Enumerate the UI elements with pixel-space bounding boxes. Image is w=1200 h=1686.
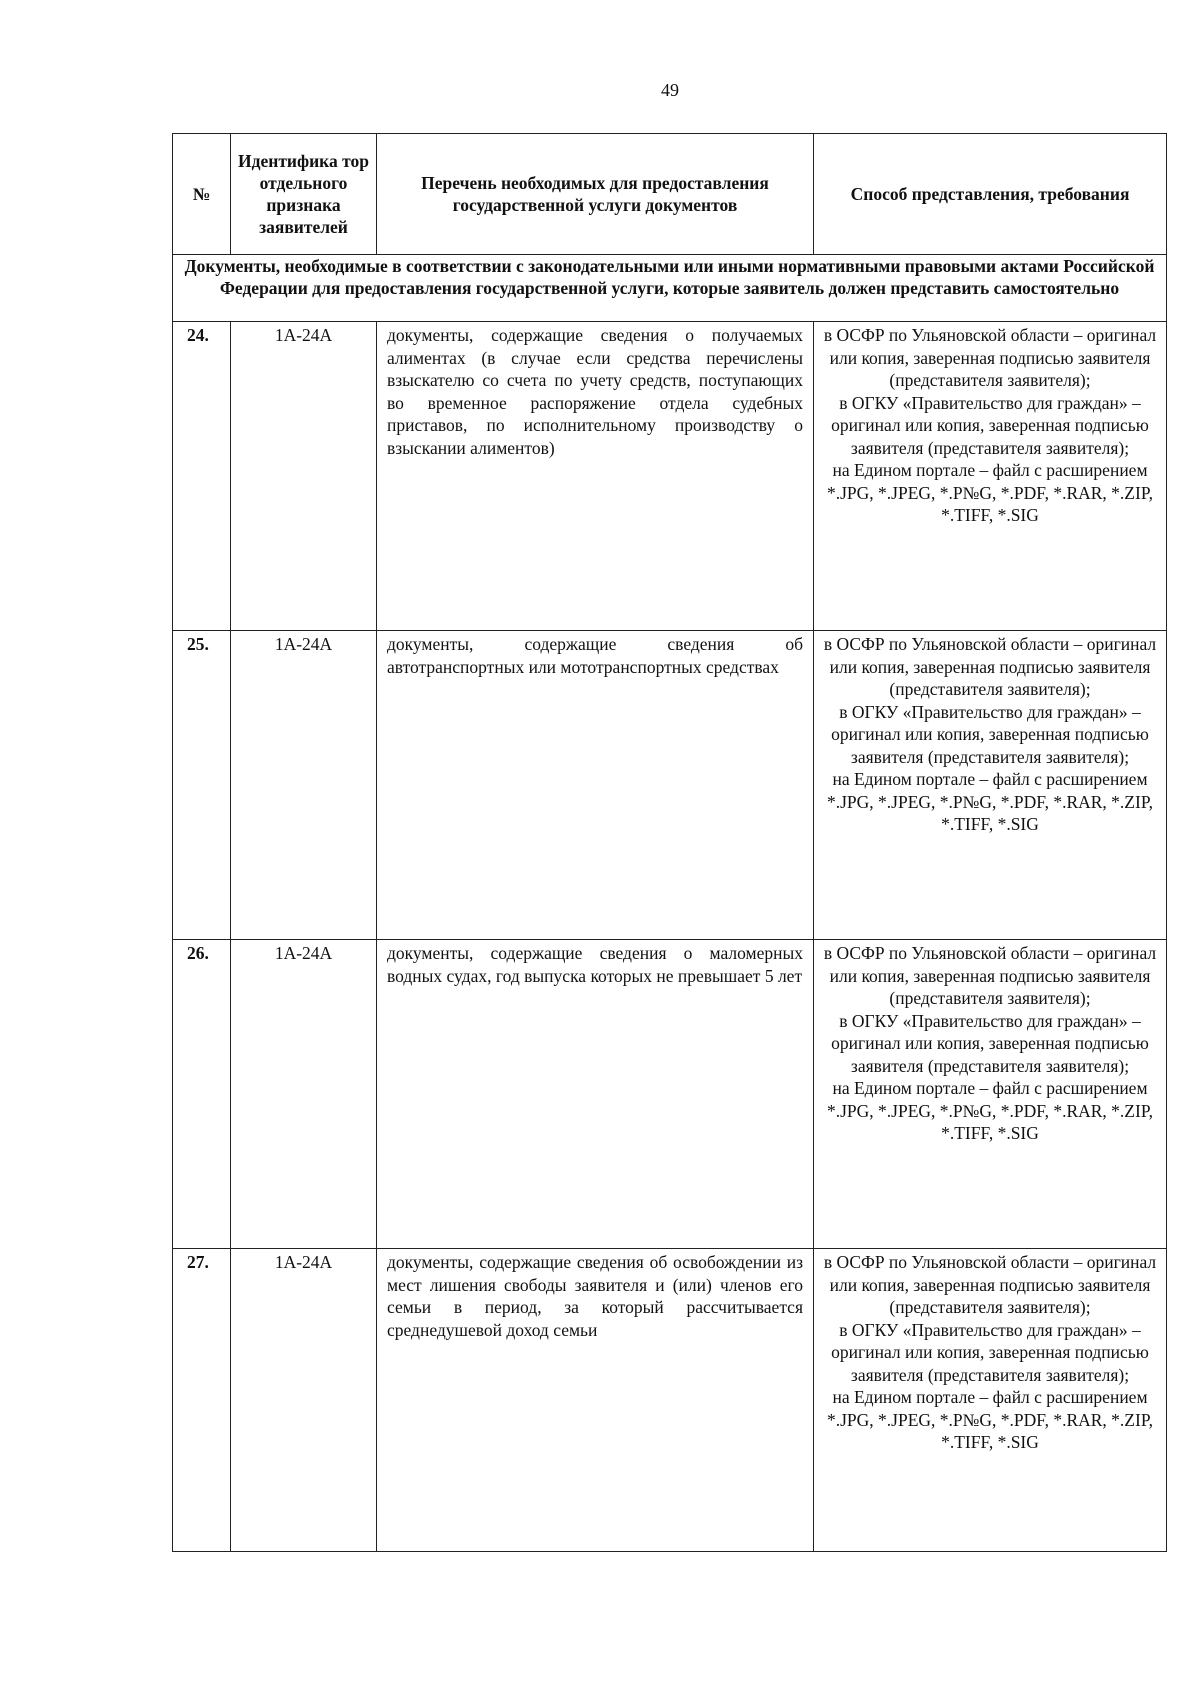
row-number: 26. bbox=[173, 940, 231, 1249]
row-document: документы, содержащие сведения об автотранспортных или мототранспортных средствах bbox=[377, 631, 814, 940]
row-identifier: 1А-24А bbox=[231, 631, 377, 940]
header-identifier: Идентифика тор отдельного признака заявителей bbox=[231, 134, 377, 255]
row-number: 25. bbox=[173, 631, 231, 940]
row-number: 24. bbox=[173, 322, 231, 631]
method-portal: на Едином портале – файл с расширением *.JPG, *.JPEG, *.P№G, *.PDF, *.RAR, *.ZIP, *.TIFF, *.SIG bbox=[827, 460, 1153, 525]
method-ogku: в ОГКУ «Правительство для граждан» – оригинал или копия, заверенная подписью заявителя (представителя заявителя); bbox=[831, 1319, 1149, 1385]
row-document: документы, содержащие сведения об освобождении из мест лишения свободы заявителя и (или) членов его семьи в период, за который рассчитывается среднедушевой доход семьи bbox=[377, 1249, 814, 1552]
header-num: № bbox=[173, 134, 231, 255]
row-method bbox=[814, 1249, 1167, 1552]
method-osfr: в ОСФР по Ульяновской области – оригинал или копия, заверенная подписью заявителя (представителя заявителя); bbox=[823, 325, 1157, 390]
method-portal: на Едином портале – файл с расширением *.JPG, *.JPEG, *.P№G, *.PDF, *.RAR, *.ZIP, *.TIFF, *.SIG bbox=[827, 1078, 1153, 1143]
table-row bbox=[173, 1249, 1167, 1552]
row-number: 27. bbox=[173, 1249, 231, 1552]
page-number: 49 bbox=[661, 80, 679, 100]
row-document: документы, содержащие сведения о получаемых алиментах (в случае если средства перечислены взыскателю со счета по учету средств, поступающих во временное распоряжение отдела судебных приставов, по исполнительному производству о взыскании алиментов) bbox=[377, 322, 814, 631]
method-ogku: в ОГКУ «Правительство для граждан» – оригинал или копия, заверенная подписью заявителя (представителя заявителя); bbox=[831, 1010, 1149, 1076]
row-identifier: 1А-24А bbox=[231, 940, 377, 1249]
row-method bbox=[814, 940, 1167, 1249]
row-method bbox=[814, 631, 1167, 940]
method-ogku: в ОГКУ «Правительство для граждан» – оригинал или копия, заверенная подписью заявителя (представителя заявителя); bbox=[831, 701, 1149, 767]
row-method bbox=[814, 322, 1167, 631]
method-osfr: в ОСФР по Ульяновской области – оригинал или копия, заверенная подписью заявителя (представителя заявителя); bbox=[823, 634, 1157, 699]
row-identifier: 1А-24А bbox=[231, 1249, 377, 1552]
method-portal: на Едином портале – файл с расширением *.JPG, *.JPEG, *.P№G, *.PDF, *.RAR, *.ZIP, *.TIFF, *.SIG bbox=[827, 1387, 1153, 1452]
section-title: Документы, необходимые в соответствии с законодательными или иными нормативными правовыми актами Российской Федерации для предоставления государственной услуги, которые заявитель должен представить самостоятельно bbox=[173, 255, 1167, 322]
method-portal: на Едином портале – файл с расширением *.JPG, *.JPEG, *.P№G, *.PDF, *.RAR, *.ZIP, *.TIFF, *.SIG bbox=[827, 769, 1153, 834]
section-row bbox=[173, 255, 1167, 322]
table-row bbox=[173, 631, 1167, 940]
table-header-row bbox=[173, 134, 1167, 255]
row-document: документы, содержащие сведения о маломерных водных судах, год выпуска которых не превышает 5 лет bbox=[377, 940, 814, 1249]
table-row bbox=[173, 940, 1167, 1249]
method-osfr: в ОСФР по Ульяновской области – оригинал или копия, заверенная подписью заявителя (представителя заявителя); bbox=[823, 1252, 1157, 1317]
row-identifier: 1А-24А bbox=[231, 322, 377, 631]
header-method: Способ представления, требования bbox=[814, 134, 1167, 255]
method-ogku: в ОГКУ «Правительство для граждан» – оригинал или копия, заверенная подписью заявителя (представителя заявителя); bbox=[831, 392, 1149, 458]
documents-table bbox=[172, 133, 1167, 1552]
header-documents: Перечень необходимых для предоставления государственной услуги документов bbox=[377, 134, 814, 255]
table-row bbox=[173, 322, 1167, 631]
method-osfr: в ОСФР по Ульяновской области – оригинал или копия, заверенная подписью заявителя (представителя заявителя); bbox=[823, 943, 1157, 1008]
